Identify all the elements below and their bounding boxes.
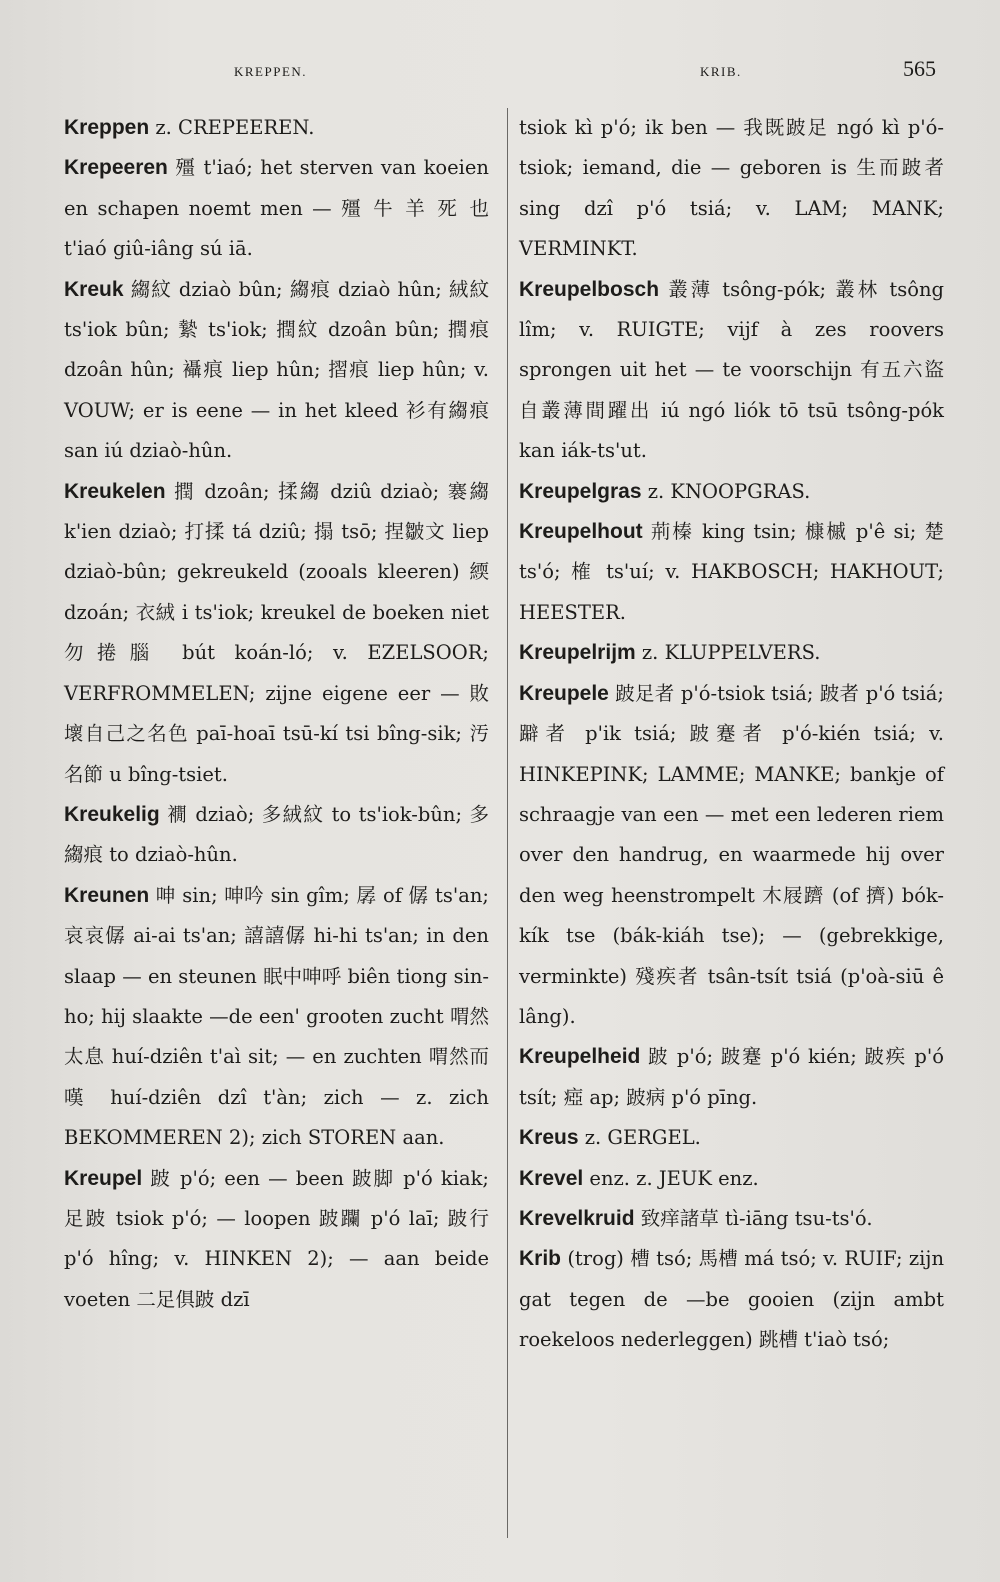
left-column: [64, 108, 489, 1320]
entry-headword: Kreupel: [64, 1166, 143, 1190]
entry-text: 殭 t'iaó; het sterven van koeien en schapen noemt men — 殭 牛 羊 死 也 t'iaó giû-iâng sú iā.: [64, 156, 489, 261]
entry-text: 致痒諸草 tì-iāng tsu-ts'ó.: [634, 1206, 873, 1230]
dictionary-entry: [64, 1159, 489, 1321]
dictionary-entry: [519, 472, 944, 512]
entry-text: (trog) 槽 tsó; 馬槽 má tsó; v. RUIF; zijn gat tegen de —be gooien (zijn ambt roekeloos nederleggen) 跳槽 t'iaò tsó;: [519, 1247, 944, 1352]
dictionary-entry: [519, 1199, 944, 1239]
entry-text: 跛 p'ó; een — been 跛脚 p'ó kiak; 足跛 tsiok p'ó; — loopen 跛躝 p'ó laī; 跛行 p'ó hîng; v. HINKEN 2); — aan beide voeten 二足俱跛 dzī: [64, 1166, 489, 1311]
dictionary-entry: [519, 512, 944, 633]
entry-headword: Kreunen: [64, 883, 150, 907]
entry-headword: Kreupelbosch: [519, 277, 660, 301]
column-divider: [507, 108, 508, 1538]
running-head-left: KREPPEN.: [234, 64, 308, 79]
entry-text: 叢薄 tsông-pók; 叢林 tsông lîm; v. RUIGTE; vijf à zes roovers sprongen uit het — te voorschijn 有五六盜自叢薄間躍出 iú ngó liók tō tsū tsông-pók kan iák-ts'ut.: [519, 277, 944, 463]
entry-text: z. CREPEEREN.: [149, 116, 315, 139]
entry-text: z. KLUPPELVERS.: [635, 641, 821, 665]
dictionary-entry: [64, 148, 489, 269]
entry-text: z. KNOOPGRAS.: [641, 479, 811, 503]
dictionary-entry: [64, 795, 489, 876]
dictionary-entry: [519, 270, 944, 472]
dictionary-entry: [64, 472, 489, 795]
entry-headword: Kreupelheid: [519, 1045, 641, 1069]
entry-headword: Kreus: [519, 1126, 579, 1150]
entry-text: 縐紋 dziaò bûn; 縐痕 dziaò hûn; 絨紋 ts'iok bûn; 縶 ts'iok; 撋紋 dzoân bûn; 撋痕 dzoân hûn; 襵痕 liep hûn; 摺痕 liep hûn; v. VOUW; er is eene — in het kleed 衫有縐痕 san iú dziaò-hûn.: [64, 277, 489, 463]
entry-headword: Kreupelhout: [519, 520, 643, 544]
entry-headword: Kreppen: [64, 116, 150, 139]
entry-headword: Kreupelgras: [519, 479, 642, 503]
entry-headword: Kreukelen: [64, 479, 166, 503]
entry-text: enz. z. JEUK enz.: [583, 1166, 759, 1190]
entry-headword: Kreupelrijm: [519, 641, 636, 665]
entry-headword: Kreuk: [64, 277, 124, 301]
running-head-right: KRIB.: [700, 64, 742, 79]
entry-text: tsiok kì p'ó; ik ben — 我既跛足 ngó kì p'ó-tsiok; iemand, die — geboren is 生而跛者 sing dzî p'ó tsiá; v. LAM; MANK; VERMINKT.: [519, 116, 944, 261]
entry-headword: Krevelkruid: [519, 1206, 635, 1230]
entry-headword: Krepeeren: [64, 156, 168, 180]
dictionary-entry: [64, 270, 489, 472]
dictionary-entry: [519, 633, 944, 673]
entry-text: 撋 dzoân; 揉縐 dziû dziaò; 褰縐 k'ien dziaò; 打揉 tá dziû; 搨 tsō; 捏皺文 liep dziaò-bûn; gekreukeld (zooals kleeren) 緛 dzoán; 衣絨 i ts'iok; kreukel de boeken niet 勿捲腦 bút koán-ló; v. EZELSOOR; VERFROMMELEN; zijne eigene eer — 敗壞自己之名色 paī-hoaī tsū-kí tsi bîng-sik; 汚名節 u bîng-tsiet.: [64, 479, 489, 786]
entry-headword: Krevel: [519, 1166, 584, 1190]
dictionary-entry: [64, 108, 489, 148]
dictionary-entry: [519, 1159, 944, 1199]
entry-text: z. GERGEL.: [578, 1126, 701, 1150]
right-column: [519, 108, 944, 1361]
entry-headword: Kreukelig: [64, 802, 160, 826]
dictionary-entry: [519, 108, 944, 270]
entry-text: 跛 p'ó; 跛蹇 p'ó kién; 跛疾 p'ó tsít; 瘂 ap; 跛病 p'ó pīng.: [519, 1045, 944, 1109]
dictionary-entry: [519, 1239, 944, 1360]
dictionary-entry: [519, 1037, 944, 1118]
entry-headword: Krib: [519, 1247, 561, 1271]
entry-headword: Kreupele: [519, 681, 609, 705]
entry-text: 跛足者 p'ó-tsiok tsiá; 跛者 p'ó tsiá; 躃者 p'ik tsiá; 跛蹇者 p'ó-kién tsiá; v. HINKEPINK; LAMME; MANKE; bankje of schraagje van een — met een lederen riem over den handrug, en waarmede hij over den weg heenstrompelt 木屐躋 (of 擠) bók-kík tse (bák-kiáh tse); — (gebrekkige, verminkte) 殘疾者 tsân-tsít tsiá (p'oà-siū ê lâng).: [519, 681, 944, 1028]
entry-text: 襉 dziaò; 多絨紋 to ts'iok-bûn; 多縐痕 to dziaò-hûn.: [64, 802, 489, 867]
dictionary-entry: [519, 674, 944, 1038]
entry-text: 荊榛 king tsin; 槺槭 p'ê si; 楚 ts'ó; 榷 ts'uí; v. HAKBOSCH; HAKHOUT; HEESTER.: [519, 520, 944, 624]
entry-text: 呻 sin; 呻吟 sin gîm; 孱 of 僝 ts'an; 哀哀僝 ai-ai ts'an; 譆譆僝 hi-hi ts'an; in den slaap — en steunen 眠中呻呼 biên tiong sin-ho; hij slaakte —de een' grooten zucht 喟然太息 huí-dziên t'aì sit; — en zuchten 喟然而嘆 huí-dziên dzî t'àn; zich — z. zich BEKOMMEREN 2); zich STOREN aan.: [64, 883, 489, 1150]
page-number: 565: [903, 56, 936, 81]
dictionary-entry: [519, 1118, 944, 1158]
dictionary-entry: [64, 876, 489, 1159]
